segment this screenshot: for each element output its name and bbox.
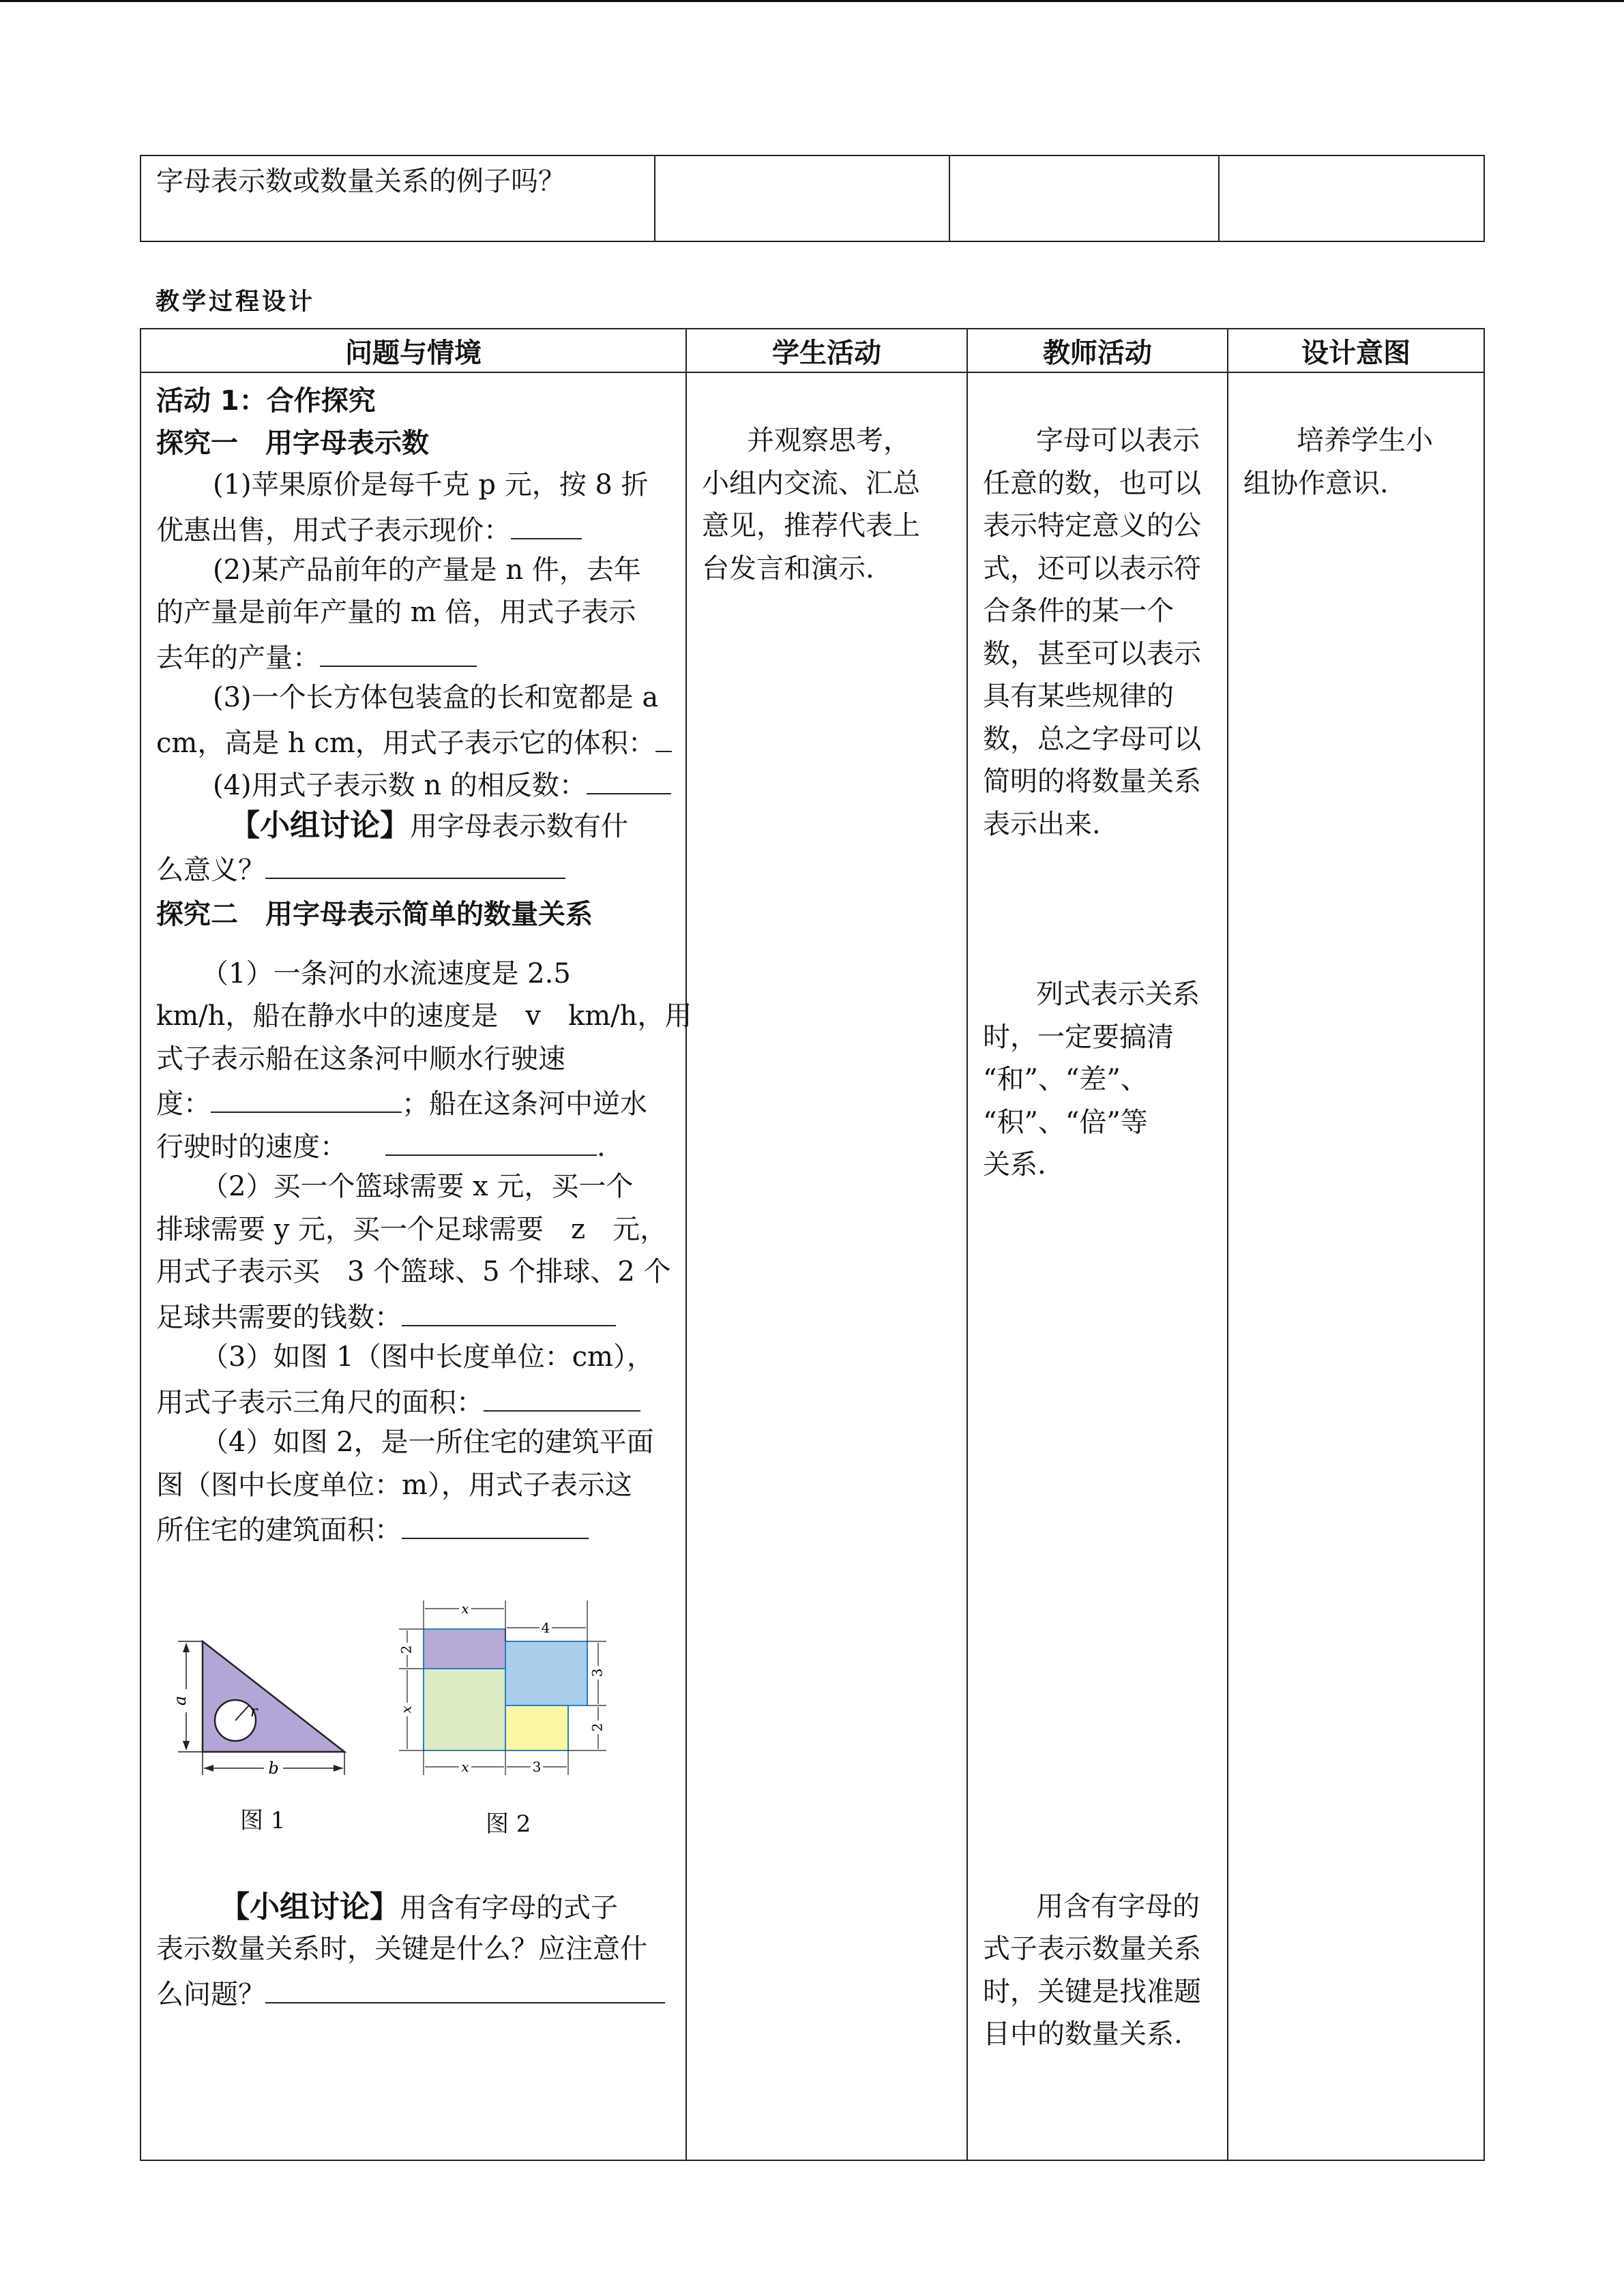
answer-blank[interactable] (402, 1506, 589, 1539)
arrow (204, 1765, 213, 1772)
fig2-label-x-bottom: x (461, 1759, 469, 1775)
teacher-line: 列式表示关系 (1036, 979, 1200, 1010)
activity-title: 活动 1：合作探究 (156, 385, 376, 417)
fig2-label-4: 4 (541, 1620, 550, 1636)
p3-line2 (156, 1379, 640, 1425)
p3-text2: 用式子表示三角尺的面积： (156, 1387, 484, 1418)
floor-rect-blue (505, 1641, 587, 1705)
fig2-label-2-right: 2 (589, 1723, 606, 1732)
discussion1-text2: 么意义？ (156, 854, 265, 886)
q1-text: 优惠出售，用式子表示现价： (156, 515, 511, 546)
continued-table (140, 155, 1485, 242)
empty-cell (1219, 155, 1484, 241)
arrow (183, 1643, 190, 1652)
q2-line1: (2)某产品前年的产量是 n 件，去年 (213, 554, 641, 586)
answer-blank[interactable] (385, 1123, 597, 1156)
discussion2-line2: 表示数量关系时，关键是什么？应注意什 (156, 1933, 647, 1965)
header-design-intent: 设计意图 (1228, 329, 1484, 372)
floor-rect-yellow (505, 1705, 568, 1750)
fig2-label-x-left: x (398, 1705, 415, 1714)
answer-blank[interactable] (484, 1379, 640, 1412)
answer-blank[interactable] (511, 507, 582, 539)
header-student-activity: 学生活动 (686, 329, 967, 372)
fig2-label-2-left: 2 (398, 1645, 415, 1654)
teacher-line: 时，关键是找准题 (983, 1976, 1201, 2008)
discussion2-bracket: 【小组讨论】 (220, 1890, 400, 1924)
intent-line: 培养学生小 (1297, 425, 1433, 456)
q4-text: (4)用式子表示数 n 的相反数： (213, 770, 587, 801)
q3-line2 (156, 719, 672, 765)
floor-rect-green (424, 1669, 505, 1750)
p2-line4 (156, 1294, 616, 1339)
q2-line2: 的产量是前年产量的 m 倍，用式子表示 (156, 597, 636, 628)
answer-blank[interactable] (265, 846, 565, 879)
q1-line2 (156, 507, 582, 552)
teacher-line: “积”、“倍”等 (983, 1107, 1148, 1138)
p1-line4 (156, 1080, 647, 1126)
arrow (183, 1741, 190, 1750)
student-line: 小组内交流、汇总 (702, 468, 920, 499)
teacher-line: “和”、“差”、 (983, 1064, 1148, 1095)
teacher-line: 简明的将数量关系 (983, 766, 1201, 797)
discussion1-bracket: 【小组讨论】 (230, 808, 410, 843)
header-question: 问题与情境 (141, 329, 686, 372)
p2-line2: 排球需要 y 元，买一个足球需要 z 元， (156, 1214, 668, 1245)
q3-text: cm，高是 h cm，用式子表示它的体积： (156, 728, 655, 759)
figure2-caption: 图 2 (486, 1810, 531, 1838)
question-column (141, 372, 692, 2160)
page-top-border (0, 0, 1624, 2)
teacher-line: 式，还可以表示符 (983, 553, 1201, 584)
student-line: 意见，推荐代表上 (702, 510, 920, 541)
intent-line: 组协作意识. (1243, 468, 1389, 499)
teacher-line: 目中的数量关系. (983, 2018, 1183, 2050)
answer-blank[interactable] (265, 1971, 665, 2003)
figure2-floor-plan (394, 1600, 612, 1805)
teacher-line: 时，一定要搞清 (983, 1022, 1174, 1053)
discussion2-line3 (156, 1971, 665, 2016)
teacher-line: 任意的数，也可以 (983, 468, 1201, 499)
empty-cell (949, 155, 1219, 241)
design-intent-column (1228, 372, 1484, 2160)
teacher-line: 表示出来. (983, 809, 1101, 840)
answer-blank[interactable] (587, 762, 671, 794)
p3-line1: （3）如图 1（图中长度单位：cm）， (201, 1341, 654, 1373)
figure1-triangle-ruler (155, 1621, 373, 1778)
answer-blank[interactable] (211, 1080, 402, 1113)
discussion2-text3: 么问题？ (156, 1979, 265, 2010)
p2-line1: （2）买一个篮球需要 x 元，买一个 (201, 1171, 634, 1202)
arrow (334, 1765, 343, 1772)
discussion2-text1: 用含有字母的式子 (400, 1892, 618, 1924)
p4-line3 (156, 1506, 589, 1552)
teacher-line: 字母可以表示 (1036, 425, 1200, 456)
teacher-line: 数，总之字母可以 (983, 724, 1201, 755)
fig2-label-3-right: 3 (589, 1668, 606, 1678)
p1-period: . (597, 1131, 606, 1163)
p1-line1: （1）一条河的水流速度是 2.5 (201, 958, 571, 989)
teacher-line: 具有某些规律的 (983, 681, 1174, 712)
answer-blank[interactable] (402, 1294, 616, 1326)
q4-line (213, 762, 671, 807)
teacher-line: 用含有字母的 (1036, 1891, 1200, 1922)
q1-line1: (1)苹果原价是每千克 p 元，按 8 折 (213, 469, 649, 501)
fig1-label-a: a (171, 1695, 190, 1706)
teacher-line: 数，甚至可以表示 (983, 638, 1201, 670)
p2-text4: 足球共需要的钱数： (156, 1302, 402, 1333)
student-activity-column (686, 372, 967, 2160)
discussion1-line2 (156, 846, 565, 892)
floor-rect-purple (424, 1629, 505, 1669)
answer-blank[interactable] (320, 634, 477, 667)
answer-blank[interactable] (655, 719, 672, 752)
continued-question-text: 字母表示数或数量关系的例子吗？ (156, 166, 565, 197)
explore2-title: 探究二 用字母表示简单的数量关系 (156, 899, 593, 930)
teacher-activity-column (967, 372, 1228, 2160)
student-line: 并观察思考， (747, 425, 911, 456)
teacher-line: 合条件的某一个 (983, 595, 1174, 627)
fig1-label-b: b (268, 1759, 279, 1778)
q2-text: 去年的产量： (156, 642, 320, 674)
p2-line3: 用式子表示买 3 个篮球、5 个排球、2 个 (156, 1256, 671, 1287)
q2-line3 (156, 634, 477, 680)
figure1-caption: 图 1 (240, 1807, 286, 1834)
fig1-label-r: r (250, 1703, 258, 1720)
header-teacher-activity: 教师活动 (967, 329, 1228, 372)
explore1-title: 探究一 用字母表示数 (156, 428, 429, 459)
lesson-design-table (140, 328, 1485, 2161)
fig2-label-3-bottom: 3 (532, 1759, 542, 1775)
p1-text4a: 度： (156, 1088, 211, 1120)
discussion1-text: 用字母表示数有什 (410, 811, 628, 842)
p1-text5: 行驶时的速度： (156, 1131, 347, 1163)
p4-line1: （4）如图 2，是一所住宅的建筑平面 (201, 1427, 654, 1458)
p4-line2: 图（图中长度单位：m），用式子表示这 (156, 1470, 632, 1501)
discussion2-line1 (220, 1885, 618, 1930)
student-line: 台发言和演示. (702, 553, 874, 584)
fig2-label-x-top: x (461, 1600, 469, 1617)
teacher-line: 式子表示数量关系 (983, 1933, 1201, 1965)
p1-line3: 式子表示船在这条河中顺水行驶速 (156, 1043, 565, 1075)
empty-cell (655, 155, 949, 241)
continued-question-cell (141, 155, 655, 241)
teacher-line: 表示特定意义的公 (983, 510, 1201, 541)
p1-line5 (156, 1123, 606, 1169)
p1-text4b: ；船在这条河中逆水 (402, 1088, 647, 1120)
p4-text3: 所住宅的建筑面积： (156, 1515, 402, 1546)
q3-line1: (3)一个长方体包装盒的长和宽都是 a (213, 682, 659, 713)
teacher-line: 关系. (983, 1149, 1046, 1180)
discussion1-line1 (230, 804, 628, 848)
section-title: 教学过程设计 (156, 288, 316, 316)
p1-line2: km/h，船在静水中的速度是 v km/h，用 (156, 1000, 692, 1032)
